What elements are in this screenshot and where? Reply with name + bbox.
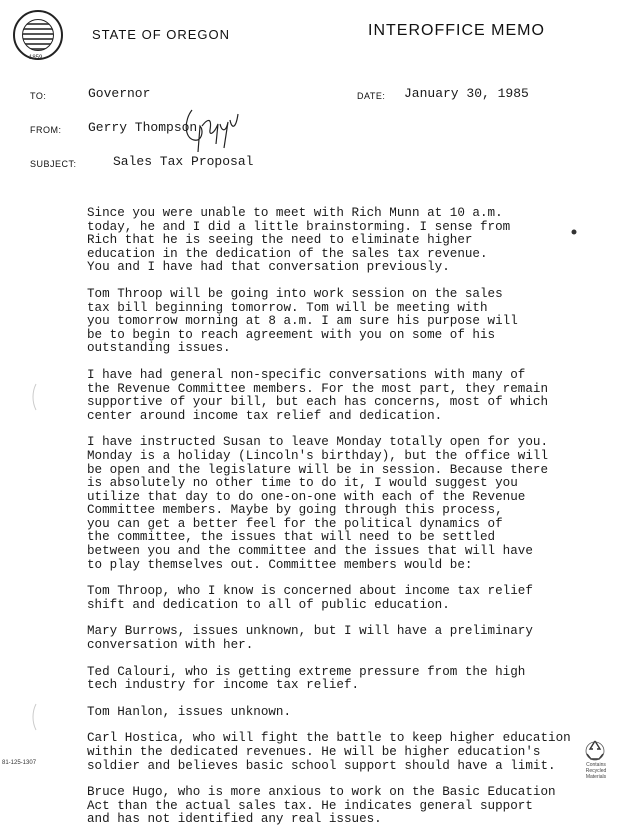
seal-center xyxy=(22,19,54,51)
body-paragraph: Tom Hanlon, issues unknown. xyxy=(87,704,292,719)
state-seal-icon xyxy=(13,10,63,60)
punch-hole-mark xyxy=(30,382,40,412)
date-label: DATE: xyxy=(357,91,386,101)
to-value: Governor xyxy=(88,86,151,101)
from-value: Gerry Thompson xyxy=(88,120,198,135)
recycle-note: Contains Recycled Materials xyxy=(585,762,607,780)
body-paragraph: Bruce Hugo, who is more anxious to work on the Basic Education Act than the actual sales tax. He indicates general support and has not identified any real issues. xyxy=(87,785,556,827)
memo-type-title: INTEROFFICE MEMO xyxy=(368,22,545,39)
seal-year: 1859 xyxy=(29,55,43,61)
date-value: January 30, 1985 xyxy=(404,86,529,101)
from-label: FROM: xyxy=(30,125,62,135)
body-paragraph: Since you were unable to meet with Rich Munn at 10 a.m. today, he and I did a little brainstorming. I sense from Rich that he is seeing the need to eliminate higher education in the dedication of the sales tax revenue. You and I have had that conversation previously. xyxy=(87,206,511,275)
subject-label: SUBJECT: xyxy=(30,159,77,169)
body-paragraph: Carl Hostica, who will fight the battle to keep higher education within the dedicated revenues. He will be higher education's soldier and believes basic school support should have a limit. xyxy=(87,731,571,773)
body-paragraph: Tom Throop will be going into work session on the sales tax bill beginning tomorrow. Tom will be meeting with you tomorrow morning at 8 a.m. I am sure his purpose will be to begin to reach agreement with you on some of his outstanding issues. xyxy=(87,286,518,356)
body-paragraph: Mary Burrows, issues unknown, but I will have a preliminary conversation with her. xyxy=(87,624,533,653)
form-number: 81-125-1307 xyxy=(2,760,37,766)
signature-initials-icon xyxy=(180,100,250,160)
recycle-icon xyxy=(583,738,607,762)
body-paragraph: Tom Throop, who I know is concerned about income tax relief shift and dedication to all of public education. xyxy=(87,584,533,612)
subject-value: Sales Tax Proposal xyxy=(113,154,254,169)
body-paragraph: Ted Calouri, who is getting extreme pressure from the high tech industry for income tax relief. xyxy=(87,664,526,693)
punch-hole-mark xyxy=(30,702,40,732)
memo-body xyxy=(87,207,607,840)
letterhead-state: STATE OF OREGON xyxy=(92,27,231,42)
body-paragraph: I have instructed Susan to leave Monday totally open for you. Monday is a holiday (Lincoln's birthday), but the office will be open and the legislature will be in session. Because there is absolutely no other time to do it, I would suggest you utilize that day to do one-on-one with each of the Revenue Committee members. Maybe by going through this process, you can get a better feel for the political dynamics of the committee, the issues that will need to be settled between you and the committee and the issues that will have to play themselves out. Committee members would be: xyxy=(87,435,549,572)
to-label: TO: xyxy=(30,91,47,101)
ink-dot-mark xyxy=(570,228,578,236)
body-paragraph: I have had general non-specific conversations with many of the Revenue Committee members. For the most part, they remain supportive of your bill, but each has concerns, most of which center around income tax relief and dedication. xyxy=(87,367,549,423)
